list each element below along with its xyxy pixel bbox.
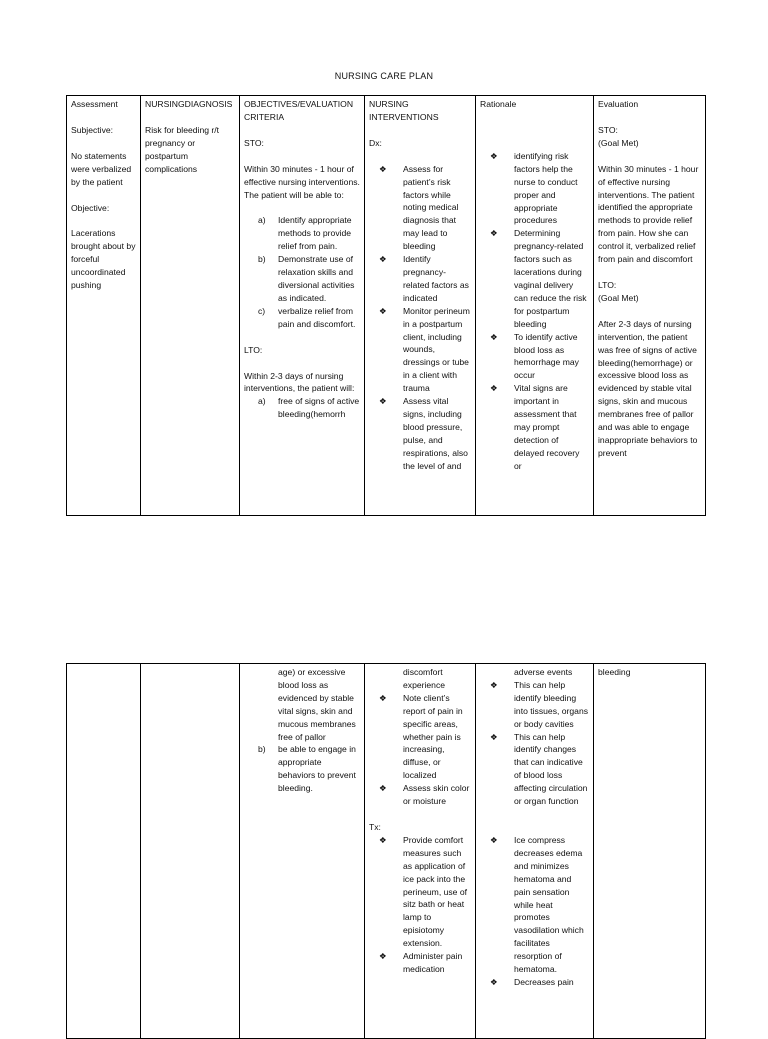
tx-label: Tx:	[369, 821, 381, 832]
eval-lto-label: LTO:	[598, 279, 617, 290]
objective-label: Objective:	[71, 202, 110, 213]
list-item: ❖ Note client’s report of pain in specific areas, whether pain is increasing, diffuse, or localized	[379, 692, 471, 782]
evaluation-header: Evaluation	[598, 99, 639, 109]
lto-item-a-continued: age) or excessive blood loss as evidenced by stable vital signs, skin and mucous membranes free of pallor	[278, 667, 356, 742]
list-item: ❖ This can help identify bleeding into tissues, organs or body cavities	[490, 679, 589, 731]
objectives-header: OBJECTIVES/EVALUATION CRITERIA	[244, 99, 354, 122]
interventions-cell	[365, 664, 476, 1039]
interventions-cell	[365, 96, 476, 516]
rationale-cell	[476, 664, 594, 1039]
rationale-tx-list	[480, 834, 589, 989]
rationale-item-continued: adverse events	[514, 667, 573, 677]
interventions-header: NURSING INTERVENTIONS	[369, 99, 439, 122]
lto-intro: Within 2-3 days of nursing interventions, the patient will:	[244, 370, 355, 394]
list-item: ❖ Assess vital signs, including blood pressure, pulse, and respirations, also the level of and	[379, 395, 471, 472]
rationale-cell	[476, 96, 594, 516]
evaluation-cell	[594, 664, 706, 1039]
eval-lto-text: After 2-3 days of nursing intervention, the patient was free of signs of active bleeding(hemorrhage) or excessive blood loss as evidenced by stable vital signs, skin and mucous membranes free of pallor and was able to engage inappropriate behaviors to prevent	[598, 318, 698, 458]
list-item: a) free of signs of active bleeding(hemorrh	[258, 396, 360, 420]
care-plan-row	[67, 96, 706, 516]
sto-intro: Within 30 minutes - 1 hour of effective nursing interventions. The patient will be able to:	[244, 163, 360, 200]
assessment-header: Assessment	[71, 99, 118, 109]
care-plan-table-page-2	[66, 663, 706, 1039]
list-item: ❖ identifying risk factors help the nurse to conduct proper and appropriate procedures	[490, 150, 589, 227]
list-item: ❖ Monitor perineum in a postpartum client, including wounds, dressings or tube in a client with trauma	[379, 305, 471, 395]
subjective-text: No statements were verbalized by the patient	[71, 150, 132, 187]
assessment-cell	[67, 96, 141, 516]
list-item: ❖ Provide comfort measures such as application of ice pack into the perineum, use of sitz bath or heat lamp to episiotomy extension.	[379, 834, 471, 950]
eval-sto-text: Within 30 minutes - 1 hour of effective nursing interventions. The patient identified the appropriate methods to provide relief from pain. How she can control it, verbalized relief from pain and discomfort	[598, 163, 699, 265]
eval-sto-status: (Goal Met)	[598, 137, 639, 148]
list-item: a) Identify appropriate methods to provide relief from pain.	[258, 215, 352, 252]
care-plan-row	[67, 664, 706, 1039]
diagnosis-cell	[141, 96, 240, 516]
page-title: NURSING CARE PLAN	[334, 71, 434, 81]
list-item: ❖ Decreases pain	[490, 976, 589, 989]
lto-list	[244, 743, 360, 795]
list-item: ❖ Ice compress decreases edema and minimizes hematoma and pain sensation while heat promotes vasodilation which facilitates resorption of hematoma.	[490, 834, 589, 976]
objectives-cell	[240, 96, 365, 516]
dx-list	[369, 163, 471, 473]
assessment-cell	[67, 664, 141, 1039]
rationale-list	[480, 679, 589, 808]
objective-text: Lacerations brought about by forceful uncoordinated pushing	[71, 228, 136, 291]
dx-item-continued: discomfort experience	[403, 667, 446, 690]
list-item: ❖ Identify pregnancy-related factors as indicated	[379, 253, 471, 305]
lto-label: LTO:	[244, 344, 263, 355]
list-item: ❖ Assess skin color or moisture	[379, 782, 471, 808]
list-item: ❖ Determining pregnancy-related factors such as lacerations during vaginal delivery can reduce the risk for postpartum bleeding	[490, 227, 589, 330]
list-item: b) Demonstrate use of relaxation skills and diversional activities as indicated.	[258, 254, 355, 303]
list-item: c) verbalize relief from pain and discomfort.	[258, 305, 356, 329]
list-item: ❖ Assess for patient’s risk factors while noting medical diagnosis that may lead to bleeding	[379, 163, 471, 253]
rationale-header: Rationale	[480, 99, 517, 109]
list-item: ❖ Vital signs are important in assessment that may prompt detection of delayed recovery or	[490, 382, 589, 472]
dx-list	[369, 692, 471, 808]
list-item: b) be able to engage in appropriate behaviors to prevent bleeding.	[258, 744, 356, 794]
care-plan-table-page-1	[66, 95, 706, 516]
diagnosis-header: NURSINGDIAGNOSIS	[145, 99, 233, 109]
list-item: ❖ To identify active blood loss as hemorrhage may occur	[490, 331, 589, 383]
objectives-cell	[240, 664, 365, 1039]
sto-label: STO:	[244, 137, 264, 148]
lto-list	[244, 395, 360, 421]
sto-list	[244, 214, 360, 330]
list-item: ❖ Administer pain medication	[379, 950, 471, 976]
eval-continued: bleeding	[598, 667, 631, 677]
diagnosis-text: Risk for bleeding r/t pregnancy or postpartum complications	[145, 124, 220, 174]
rationale-list	[480, 150, 589, 473]
eval-sto-label: STO:	[598, 124, 618, 135]
list-item: ❖ This can help identify changes that can indicative of blood loss affecting circulation or organ function	[490, 731, 589, 808]
dx-label: Dx:	[369, 137, 382, 148]
tx-list	[369, 834, 471, 976]
evaluation-cell	[594, 96, 706, 516]
diagnosis-cell	[141, 664, 240, 1039]
eval-lto-status: (Goal Met)	[598, 292, 639, 303]
subjective-label: Subjective:	[71, 124, 114, 135]
